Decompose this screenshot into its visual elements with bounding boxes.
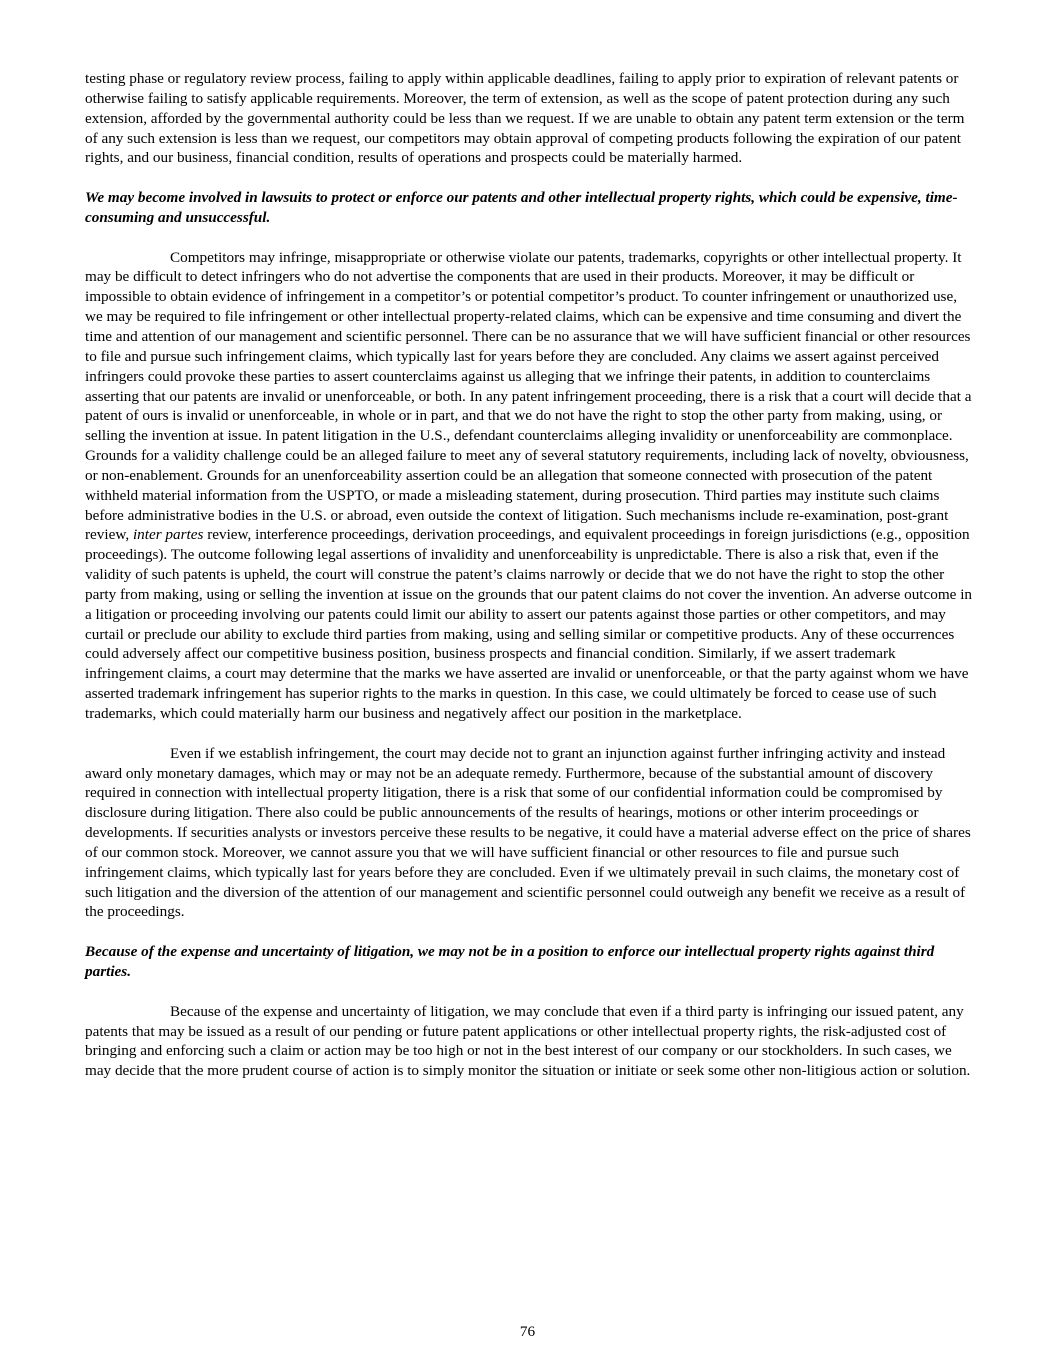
paragraph-litigation-cost: Because of the expense and uncertainty of litigation, we may conclude that even if a third party is infringing our issued patent, any patents that may be issued as a result of our pending or future patent applications or other intellectual property rights, the risk-adjusted cost of bringing and enforcing such a claim or action may be too high or not in the best interest of our company or our stockholders. In such cases, we may decide that the more prudent course of action is to simply monitor the situation or initiate or seek some other non-litigious action or solution. (85, 1002, 971, 1080)
paragraph-injunction: Even if we establish infringement, the court may decide not to grant an injunction against further infringing activity and instead award only monetary damages, which may or may not be an adequate remedy. Furthermore, because of the substantial amount of discovery required in connection with intellectual property litigation, there is a risk that some of our confidential information could be compromised by disclosure during litigation. There also could be public announcements of the results of hearings, motions or other interim proceedings or developments. If securities analysts or investors perceive these results to be negative, it could have a material adverse effect on the price of shares of our common stock. Moreover, we cannot assure you that we will have sufficient financial or other resources to file and pursue such infringement claims, which typically last for years before they are concluded. Even if we ultimately prevail in such claims, the monetary cost of such litigation and the diversion of the attention of our management and scientific personnel could outweigh any benefit we receive as a result of the proceedings. (85, 744, 971, 921)
paragraph-text: Competitors may infringe, misappropriate or otherwise violate our patents, trademarks, copyrights or other intellectual property. It may be difficult to detect infringers who do not advertise the components that are used in their products. Moreover, it may be difficult or impossible to obtain evidence of infringement in a competitor’s or potential competitor’s product. To counter infringement or unauthorized use, we may be required to file infringement or other intellectual property-related claims, which can be expensive and time consuming and divert the time and attention of our management and scientific personnel. There can be no assurance that we will have sufficient financial or other resources to file and pursue such infringement claims, which typically last for years before they are concluded. Any claims we assert against perceived infringers could provoke these parties to assert counterclaims against us alleging that we infringe their patents, in addition to counterclaims asserting that our patents are invalid or unenforceable, or both. In any patent infringement proceeding, there is a risk that a court will decide that a patent of ours is invalid or unenforceable, in whole or in part, and that we do not have the right to stop the other party from making, using, or selling the invention at issue. In patent litigation in the U.S., defendant counterclaims alleging invalidity or unenforceability are commonplace. Grounds for a validity challenge could be an alleged failure to meet any of several statutory requirements, including lack of novelty, obviousness, or non-enablement. Grounds for an unenforceability assertion could be an allegation that someone connected with prosecution of the patent withheld material information from the USPTO, or made a misleading statement, during prosecution. Third parties may institute such claims before administrative bodies in the U.S. or abroad, even outside the context of litigation. Such mechanisms include re-examination, post-grant review, (85, 248, 972, 544)
italic-term: inter partes (132, 526, 204, 544)
continuation-paragraph: testing phase or regulatory review process, failing to apply within applicable deadlines, failing to apply prior to expiration of relevant patents or otherwise failing to satisfy applicable requirements. Moreover, the term of extension, as well as the scope of patent protection during any such extension, afforded by the governmental authority could be less than we request. If we are unable to obtain any patent term extension or the term of any such extension is less than we request, our competitors may obtain approval of competing products following the expiration of our patent rights, and our business, financial condition, results of operations and prospects could be materially harmed. (85, 70, 965, 167)
paragraph-text: review, interference proceedings, derivation proceedings, and equivalent proceedings in foreign jurisdictions (e.g., opposition proceedings). The outcome following legal assertions of invalidity and unenforceability is unpredictable. There is also a risk that, even if the validity of such patents is upheld, the court will construe the patent’s claims narrowly or decide that we do not have the right to stop the other party from making, using or selling the invention at issue on the grounds that our patent claims do not cover the invention. An adverse outcome in a litigation or proceeding involving our patents could limit our ability to assert our patents against those parties or other competitors, and may curtail or preclude our ability to exclude third parties from making, using and selling similar or competitive products. Any of these occurrences could adversely affect our competitive business position, business prospects and financial condition. Similarly, if we assert trademark infringement claims, a court may determine that the marks we have asserted are invalid or unenforceable, or that the party against whom we have asserted trademark infringement has superior rights to the marks in question. In this case, we could ultimately be forced to cease use of such trademarks, which could materially harm our business and negatively affect our position in the marketplace. (85, 526, 973, 722)
paragraph-infringement (85, 248, 973, 724)
document-body (85, 69, 973, 1081)
page-number: 76 (519, 1323, 536, 1340)
section-heading-expense: Because of the expense and uncertainty of litigation, we may not be in a position to enforce our intellectual property rights against third parties. (85, 943, 935, 980)
section-heading-lawsuits: We may become involved in lawsuits to protect or enforce our patents and other intellectual property rights, which could be expensive, time-consuming and unsuccessful. (85, 189, 958, 226)
